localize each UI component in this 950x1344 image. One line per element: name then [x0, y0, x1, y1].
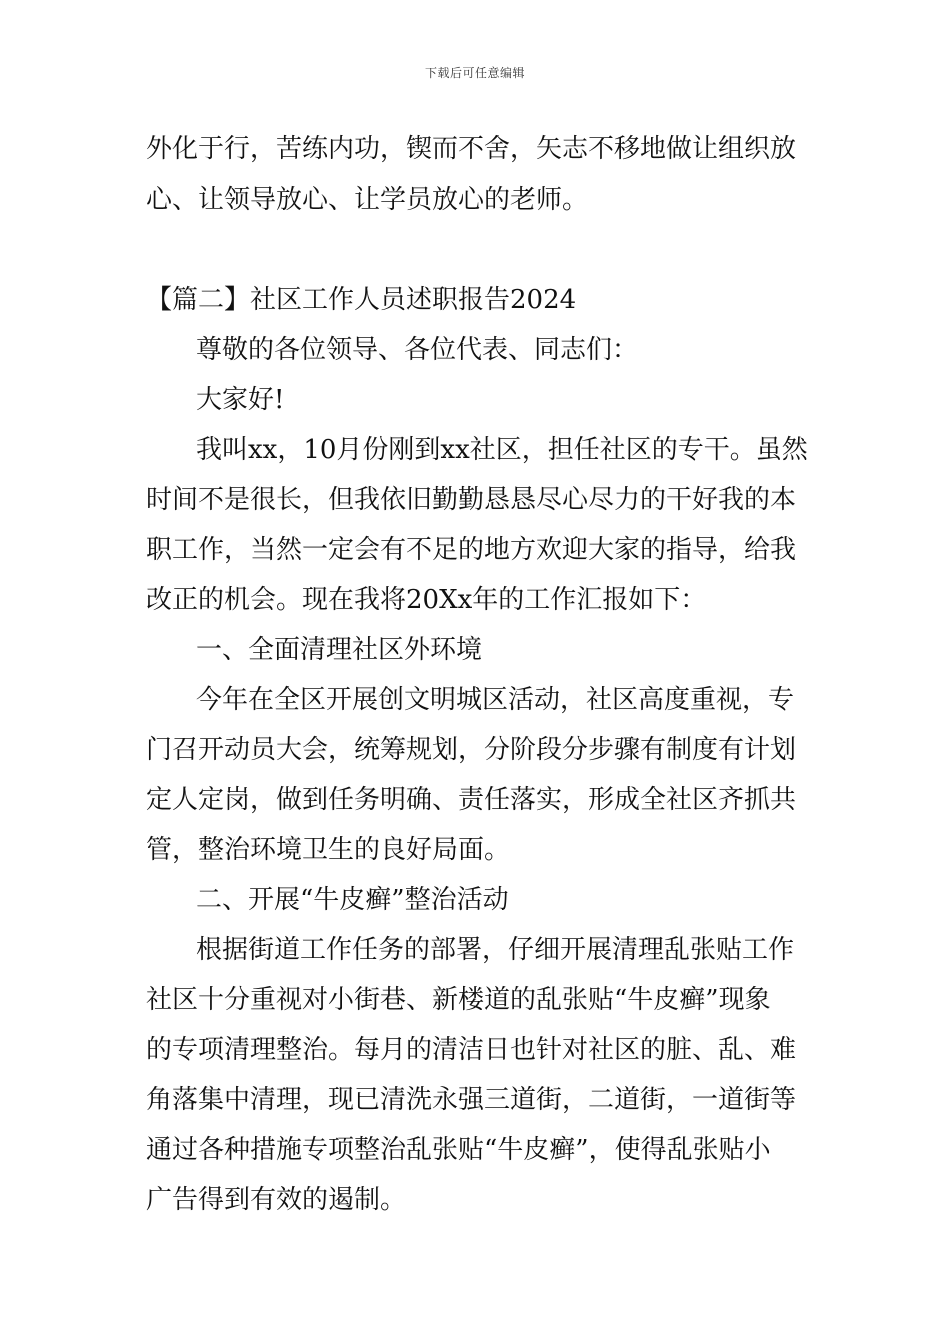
- body-text-line: 根据街道工作任务的部署，仔细开展清理乱张贴工作: [196, 935, 795, 965]
- body-text-line: 定人定岗，做到任务明确、责任落实，形成全社区齐抓共: [146, 785, 797, 815]
- body-text-line: 门召开动员大会，统筹规划，分阶段分步骤有制度有计划: [146, 735, 797, 765]
- subheading: 二、开展“牛皮癣”整治活动: [196, 885, 509, 915]
- body-text-line: 角落集中清理，现已清洗永强三道街，二道街，一道街等: [146, 1085, 797, 1115]
- body-text-line: 通过各种措施专项整治乱张贴“牛皮癣”，使得乱张贴小: [146, 1135, 771, 1165]
- body-text-line: 职工作，当然一定会有不足的地方欢迎大家的指导，给我: [146, 535, 797, 565]
- section-title: 【篇二】社区工作人员述职报告2024: [146, 285, 577, 315]
- body-text-line: 我叫xx，10月份刚到xx社区，担任社区的专干。虽然: [196, 435, 808, 465]
- body-text-line: 时间不是很长，但我依旧勤勤恳恳尽心尽力的干好我的本: [146, 485, 797, 515]
- body-text-line: 今年在全区开展创文明城区活动，社区高度重视，专: [196, 685, 795, 715]
- body-text-line: 的专项清理整治。每月的清洁日也针对社区的脏、乱、难: [146, 1035, 797, 1065]
- body-text-line: 改正的机会。现在我将20Xx年的工作汇报如下：: [146, 585, 707, 615]
- salutation: 尊敬的各位领导、各位代表、同志们：: [196, 335, 639, 365]
- body-text-line: 社区十分重视对小街巷、新楼道的乱张贴“牛皮癣”现象: [146, 985, 771, 1015]
- body-text-line: 心、让领导放心、让学员放心的老师。: [146, 185, 589, 215]
- greeting: 大家好!: [196, 385, 285, 415]
- body-text-line: 外化于行，苦练内功，锲而不舍，矢志不移地做让组织放: [146, 134, 797, 164]
- subheading: 一、全面清理社区外环境: [196, 635, 483, 665]
- body-text-line: 广告得到有效的遏制。: [146, 1185, 407, 1215]
- body-text-line: 管，整治环境卫生的良好局面。: [146, 835, 511, 865]
- page-header: 下载后可任意编辑: [424, 66, 525, 80]
